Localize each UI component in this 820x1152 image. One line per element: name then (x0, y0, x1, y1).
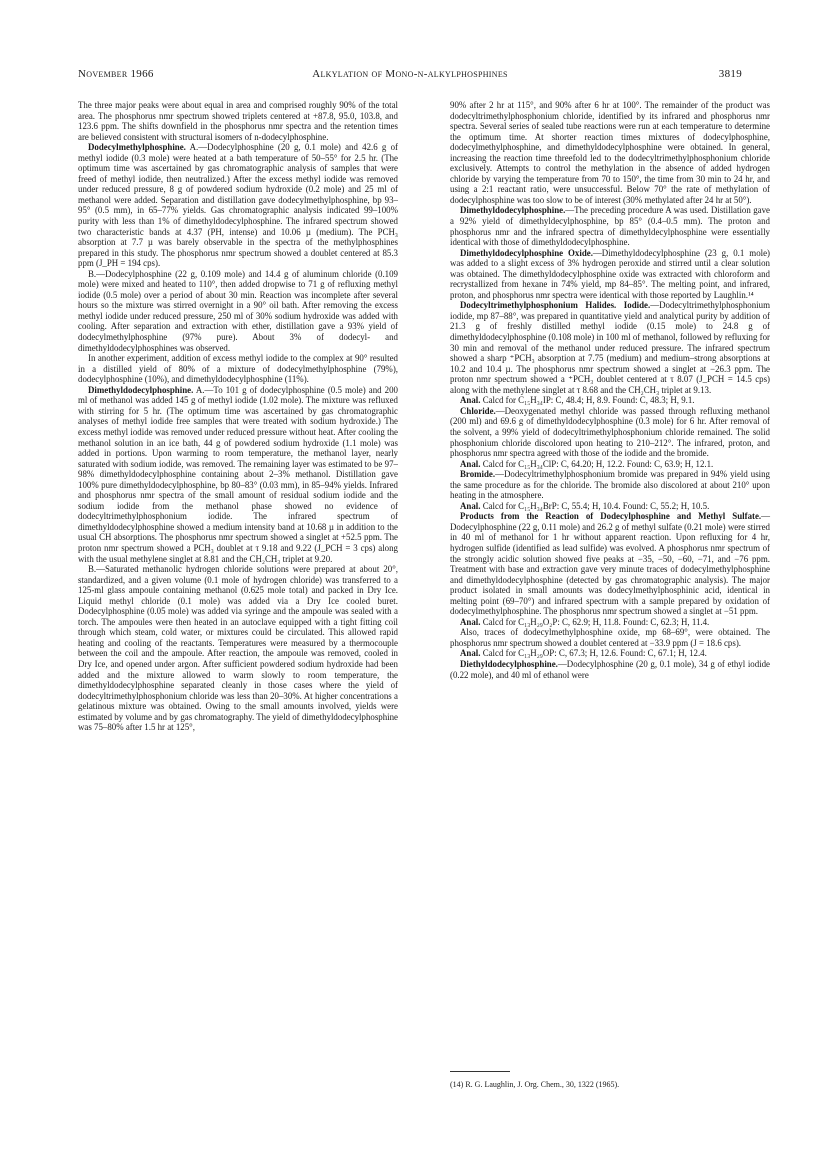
paragraph (78, 100, 398, 142)
paragraph (78, 385, 398, 564)
paragraph (450, 205, 770, 247)
paragraph-text: B.—Saturated methanolic hydrogen chloride solutions were prepared at about 20°, standardized, and a given volume (0.1 mole of hydrogen chloride) was transferred to a 125-ml glass ampoule containing methanol (0.625 mole total) and packed in Dry Ice. Liquid methyl chloride (0.1 mole) was added via a Dry Ice cooled buret. Dodecylphosphine (0.05 mole) was added via syringe and the ampoule was sealed with a torch. The ampoules were then heated in an autoclave equipped with a tight fitting coil through which steam, cold water, or mixtures could be circulated. This allowed rapid heating and cooling of the reactants. Temperatures were measured by a thermocouple between the coil and the ampoule. After reaction, the ampoule was removed, cooled in Dry Ice, and opened under argon. After sufficient powdered sodium hydroxide had been added and the mixture allowed to warm slowly to room temperature, the dimethyldodecylphosphine separated cleanly in those cases where the yield of dodecyltrimethylphosphonium chloride was less than 20–30%. At higher concentrations a gelatinous mixture was obtained. Owing to the small amounts involved, yields were estimated by volume and by gas chromatography. The yield of dimethyldodecylphosphine was 75–80% after 1.5 hr at 125°, (78, 564, 398, 733)
paragraph (450, 300, 770, 395)
section-heading: Anal. (460, 458, 481, 469)
running-header (78, 68, 742, 84)
paragraph-text: Calcd for C₁₅H₃₄ClP: C, 64.20; H, 12.2. Found: C, 63.9; H, 12.1. (480, 458, 714, 469)
paragraph (78, 353, 398, 385)
paragraph (450, 511, 770, 616)
paragraph-text: 90% after 2 hr at 115°, and 90% after 6 hr at 100°. The remainder of the product was dodecyltrimethylphosphonium chloride, identified by its infrared and phosphorus nmr spectra. Several series of sealed tube reactions were run at each temperature to determine the optimum time. At shorter reaction times mixtures of dodecylphosphine, dodecylmethylphosphine, and dimethyldodecylphosphine were obtained. In general, increasing the reaction time threefold led to the dodecyltrimethylphosphonium chloride exclusively. Attempts to control the methylation in the absence of added hydrogen chloride by varying the temperature from 70 to 150°, the time from 30 min to 24 hr, and using a 2:1 reactant ratio, were unsuccessful. Below 70° the rate of methylation of dodecylphosphine was too slow to be of interest (30% methylated after 24 hr at 50°). (450, 100, 770, 205)
paragraph (450, 459, 770, 470)
paragraph (450, 659, 770, 680)
paragraph-text: —Dodecyltrimethylphosphonium bromide was prepared in 94% yield using the same procedure as for the chloride. The bromide also discolored at about 210° upon heating in the atmosphere. (450, 469, 770, 501)
paragraph-text: Also, traces of dodecylmethylphosphine oxide, mp 68–69°, were obtained. The phosphorus nmr spectrum showed a doublet centered at −33.9 ppm (J = 18.6 cps). (450, 627, 770, 648)
paragraph (450, 406, 770, 459)
header-date: November 1966 (78, 68, 154, 80)
paragraph (450, 617, 770, 628)
left-column (78, 100, 398, 733)
paragraph (450, 648, 770, 659)
section-heading: Anal. (460, 500, 481, 511)
paragraph (450, 627, 770, 648)
paragraph (450, 395, 770, 406)
paragraph-text: —The preceding procedure A was used. Distillation gave a 92% yield of dimethyldecylphosphine, bp 85° (0.4–0.5 mm). The proton and phosphorus nmr and the infrared spectra of dimethyldecylphosphine were essentially identical with those of dimethyldodecylphosphine. (450, 205, 770, 248)
paragraph (78, 142, 398, 269)
paragraph (450, 248, 770, 301)
paragraph-text: B.—Dodecylphosphine (22 g, 0.109 mole) and 14.4 g of aluminum chloride (0.109 mole) were mixed and heated to 110°, then added dropwise to 71 g of refluxing methyl iodide (0.5 mole) over a period of about 30 min. Reaction was incomplete after several hours so the mixture was stirred overnight in a 90° oil bath. After removing the excess methyl iodide under reduced pressure, 250 ml of 30% sodium hydroxide was added with cooling. After separation and extraction with ether, distillation gave a 93% yield of dodecylmethylphosphine (97% pure). About 3% of dodecyl- and dimethyldodecylphosphines was observed. (78, 268, 398, 353)
right-column (450, 100, 770, 680)
section-heading: Dimethyldodecylphosphine. (88, 384, 194, 395)
paragraph-text: —Dodecyltrimethylphosphonium iodide, mp 87–88°, was prepared in quantitative yield and analytical purity by addition of 21.3 g of freshly distilled methyl iodide (0.15 mole) to 24.8 g of dimethyldodecylphosphine (0.108 mole) in 100 ml of methanol, followed by refluxing for 30 min and removal of the methanol under reduced pressure. The infrared spectrum showed a sharp ⁺PCH₃ absorption at 7.75 (medium) and medium–strong absorptions at 10.2 and 10.4 µ. The phosphorus nmr spectrum showed a singlet at −26.3 ppm. The proton nmr spectrum showed a ⁺PCH₃ doublet centered at τ 8.07 (J_PCH = 14.5 cps) along with the methylene singlet at τ 8.68 and the CH₂CH₃ triplet at 9.13. (450, 300, 770, 395)
section-heading: Dimethyldodecylphosphine. (460, 205, 566, 216)
paragraph-text: Calcd for C₁₃H₂₉OP: C, 67.3; H, 12.6. Found: C, 67.1; H, 12.4. (480, 648, 707, 659)
paragraph-text: Calcd for C₁₅H₃₄BrP: C, 55.4; H, 10.4. Found: C, 55.2; H, 10.5. (480, 500, 710, 511)
paragraph-text: In another experiment, addition of excess methyl iodide to the complex at 90° resulted in a distilled yield of 80% of a mixture of dodecylmethylphosphine (79%), dodecylphosphine (10%), and dimethyldodecylphosphine (11%). (78, 353, 398, 385)
paragraph-text: A.—To 101 g of dodecylphosphine (0.5 mole) and 200 ml of methanol was added 145 g of methyl iodide (1.02 mole). The mixture was refluxed with stirring for 5 hr. (The optimum time was ascertained by gas chromatographic analyses of methyl iodide free samples that were treated with sodium hydroxide.) The excess methyl iodide was removed under reduced pressure without heat. After cooling the methanol solution in an ice bath, 44 g of powdered sodium hydroxide (1.1 mole) was added in portions. Upon warming to room temperature, the methanol layer, nearly saturated with sodium iodide, was removed. The remaining layer was estimated to be 97–98% dimethyldodecylphosphine containing about 2–3% methanol. Distillation gave 100% pure dimethyldodecylphosphine, bp 80–83° (0.03 mm), in 85–94% yields. Infrared and phosphorus nmr spectra of the small amount of residual sodium iodide and the sodium iodide from the methanol phase showed no evidence of dodecyltrimethylphosphonium iodide. The infrared spectrum of dimethyldodecylphosphine showed a medium intensity band at 10.68 µ in addition to the usual CH absorptions. The phosphorus nmr spectrum showed a singlet at +52.5 ppm. The proton nmr spectrum showed a PCH₃ doublet at τ 9.18 and 9.22 (J_PCH = 3 cps) along with the usual methylene singlet at 8.81 and the CH₂CH₃ triplet at 9.20. (78, 384, 398, 564)
section-heading: Anal. (460, 648, 481, 659)
page-number: 3819 (718, 68, 742, 80)
section-heading: Products from the Reaction of Dodecylphosphine and Methyl Sulfate. (460, 511, 762, 522)
paragraph-text: —Dodecylphosphine (20 g, 0.1 mole), 34 g of ethyl iodide (0.22 mole), and 40 ml of ethanol were (450, 658, 770, 680)
section-heading: Anal. (460, 395, 481, 406)
paragraph-text: Calcd for C₁₅H₃₄IP: C, 48.4; H, 8.9. Found: C, 48.3; H, 9.1. (480, 395, 695, 406)
paragraph-text: —Dodecylphosphine (22 g, 0.11 mole) and 26.2 g of methyl sulfate (0.21 mole) were stirred in 40 ml of methanol for 1 hr without apparent reaction. Upon refluxing for 4 hr, hydrogen sulfide (identified as lead sulfide) was evolved. A phosphorus nmr spectrum of the strongly acidic solution showed five peaks at −35, −50, −60, −71, and −76 ppm. Treatment with base and extraction gave very minute traces of dodecylmethylphosphine and dimethyldodecylphosphine (detected by gas chromatographic analysis). The major product isolated in small amounts was dodecylmethylphosphinic acid, identical in melting point (69–70°) and infrared spectrum with a sample prepared by oxidation of dodecylmethylphosphine. The phosphorus nmr spectrum showed a singlet at −51 ppm. (450, 511, 770, 617)
paragraph (78, 269, 398, 353)
paragraph-text: —Deoxygenated methyl chloride was passed through refluxing methanol (200 ml) and 69.6 g of dimethyldodecylphosphine (0.3 mole) for 6 hr. After removal of the solvent, a 99% yield of dodecyltrimethylphosphonium chloride remained. The solid phosphonium chloride discolored upon heating to 210–212°. The infrared, proton, and phosphorus nmr spectra agreed with those of the iodide and the bromide. (450, 405, 770, 459)
paragraph (78, 564, 398, 733)
footnote-rule (450, 1071, 510, 1072)
section-heading: Bromide. (460, 469, 496, 480)
paragraph (450, 100, 770, 205)
section-heading: Dodecyltrimethylphosphonium Halides. Iodide. (460, 300, 651, 311)
section-heading: Dimethyldodecylphosphine Oxide. (460, 247, 593, 258)
footnote: (14) R. G. Laughlin, J. Org. Chem., 30, 1322 (1965). (450, 1080, 620, 1089)
section-heading: Dodecylmethylphosphine. (88, 142, 186, 153)
paragraph-text: The three major peaks were about equal in area and comprised roughly 90% of the total area. The phosphorus nmr spectrum showed triplets centered at +87.8, 95.0, 103.8, and 123.6 ppm. The shifts downfield in the phosphorus nmr spectra and the retention times are believed consistent with structural isomers of n-dodecylphosphine. (78, 100, 398, 142)
section-heading: Diethyldodecylphosphine. (460, 658, 558, 669)
paragraph (450, 501, 770, 512)
paragraph-text: Calcd for C₁₃H₂₉O₂P: C, 62.9; H, 11.8. Found: C, 62.3; H, 11.4. (480, 616, 710, 627)
paragraph (450, 469, 770, 501)
section-heading: Anal. (460, 616, 481, 627)
paragraph-text: —Dimethyldodecylphosphine (23 g, 0.1 mole) was added to a slight excess of 3% hydrogen peroxide and stirred until a clear solution was obtained. The dimethyldodecylphosphine oxide was extracted with chloroform and recrystallized from hexane in 74% yield, mp 84–85°. The melting point, and infrared, proton, and phosphorus nmr spectra were identical with those reported by Laughlin.¹⁴ (450, 247, 770, 300)
paragraph-text: A.—Dodecylphosphine (20 g, 0.1 mole) and 42.6 g of methyl iodide (0.3 mole) were heated at a bath temperature of 50–55° for 2.5 hr. (The optimum time was ascertained by gas chromatographic analysis of samples that were freed of methyl iodide, then neutralized.) After the excess methyl iodide was removed under reduced pressure, 8 g of powdered sodium hydroxide (0.2 mole) and 25 ml of methanol were added. Separation and distillation gave dodecylmethylphosphine, bp 93–95° (0.5 mm), in 65–77% yields. Gas chromatographic analysis indicated 99–100% purity with less than 1% of dimethyldodecylphosphine. The infrared spectrum showed two characteristic bands at 4.37 (PH, intense) and 10.06 µ (medium). The PCH₃ absorption at 7.7 µ was barely observable in the spectra of the methylphosphines prepared in this study. The phosphorus nmr spectrum showed a doublet centered at 85.3 ppm (J_PH = 194 cps). (78, 142, 398, 269)
section-heading: Chloride. (460, 405, 496, 416)
header-title: Alkylation of Mono-n-alkylphosphines (312, 68, 508, 80)
